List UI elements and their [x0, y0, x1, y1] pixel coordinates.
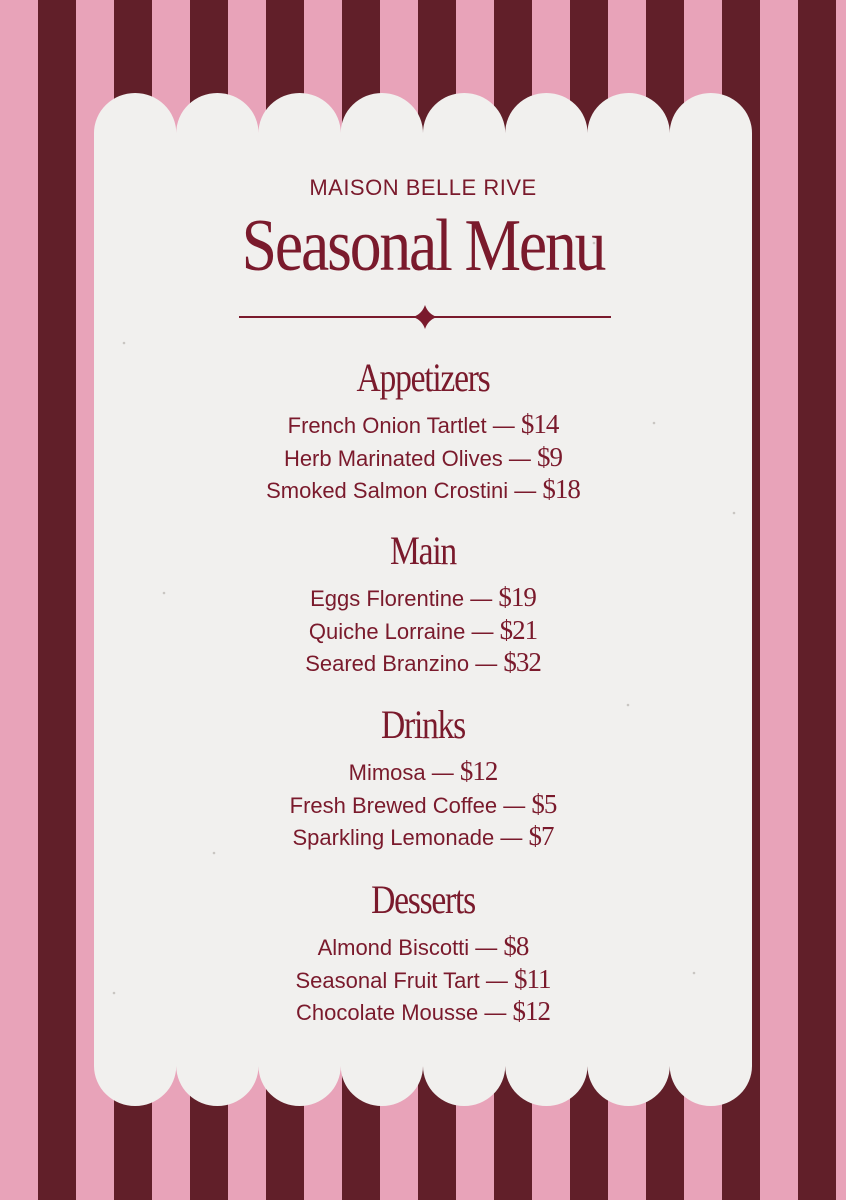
section-drinks	[94, 702, 752, 854]
item-separator: —	[494, 825, 529, 850]
item-name: Almond Biscotti	[317, 935, 470, 960]
item-name: Herb Marinated Olives	[283, 445, 503, 471]
section-title: Appetizers	[356, 355, 490, 400]
menu-item	[94, 931, 752, 964]
section-desserts	[94, 877, 752, 1029]
section-appetizers	[94, 355, 752, 507]
item-separator: —	[478, 1000, 513, 1025]
item-price: $7	[528, 821, 554, 851]
item-name: French Onion Tartlet	[287, 413, 487, 438]
menu-item	[94, 409, 752, 442]
menu-item	[94, 964, 752, 997]
section-title: Desserts	[371, 877, 475, 922]
item-name: Quiche Lorraine	[308, 618, 466, 644]
menu-title: Seasonal Menu	[241, 205, 605, 287]
item-price: $14	[520, 409, 559, 439]
diamond-ornament-icon	[413, 305, 437, 329]
section-title: Drinks	[381, 702, 465, 747]
item-price: $32	[503, 647, 541, 677]
item-separator: —	[425, 760, 460, 785]
item-price: $12	[512, 996, 550, 1026]
item-name: Seared Branzino	[305, 651, 470, 676]
item-separator: —	[469, 935, 504, 960]
item-separator: —	[465, 618, 500, 644]
menu-item	[94, 442, 752, 475]
menu-item	[94, 615, 752, 648]
menu-item	[94, 821, 752, 854]
item-price: $12	[459, 756, 498, 786]
item-price: $5	[531, 788, 557, 819]
item-name: Fresh Brewed Coffee	[289, 792, 498, 818]
item-name: Mimosa	[348, 760, 426, 785]
item-price: $8	[503, 931, 529, 961]
menu-item	[94, 996, 752, 1029]
section-title: Main	[390, 528, 456, 573]
title-divider	[239, 305, 611, 329]
item-name: Chocolate Mousse	[296, 1000, 479, 1025]
item-name: Seasonal Fruit Tart	[295, 967, 480, 993]
menu-content	[94, 93, 752, 1106]
item-separator: —	[486, 413, 521, 438]
restaurant-name: MAISON BELLE RIVE	[309, 175, 537, 200]
item-name: Eggs Florentine	[310, 586, 465, 611]
item-name: Sparkling Lemonade	[292, 825, 495, 850]
section-main	[94, 528, 752, 680]
item-separator: —	[469, 651, 504, 676]
item-price: $21	[499, 614, 538, 645]
menu-item	[94, 582, 752, 615]
menu-item	[94, 474, 752, 507]
item-separator: —	[508, 478, 543, 503]
item-separator: —	[502, 445, 538, 471]
item-price: $9	[537, 441, 563, 472]
menu-item	[94, 756, 752, 789]
item-separator: —	[497, 792, 532, 818]
item-price: $19	[498, 582, 536, 612]
menu-item	[94, 647, 752, 680]
item-separator: —	[479, 967, 514, 993]
item-separator: —	[464, 586, 499, 611]
item-name: Smoked Salmon Crostini	[266, 478, 509, 503]
menu-item	[94, 789, 752, 822]
item-price: $18	[542, 474, 580, 504]
menu-card	[94, 93, 752, 1106]
item-price: $11	[513, 963, 551, 994]
